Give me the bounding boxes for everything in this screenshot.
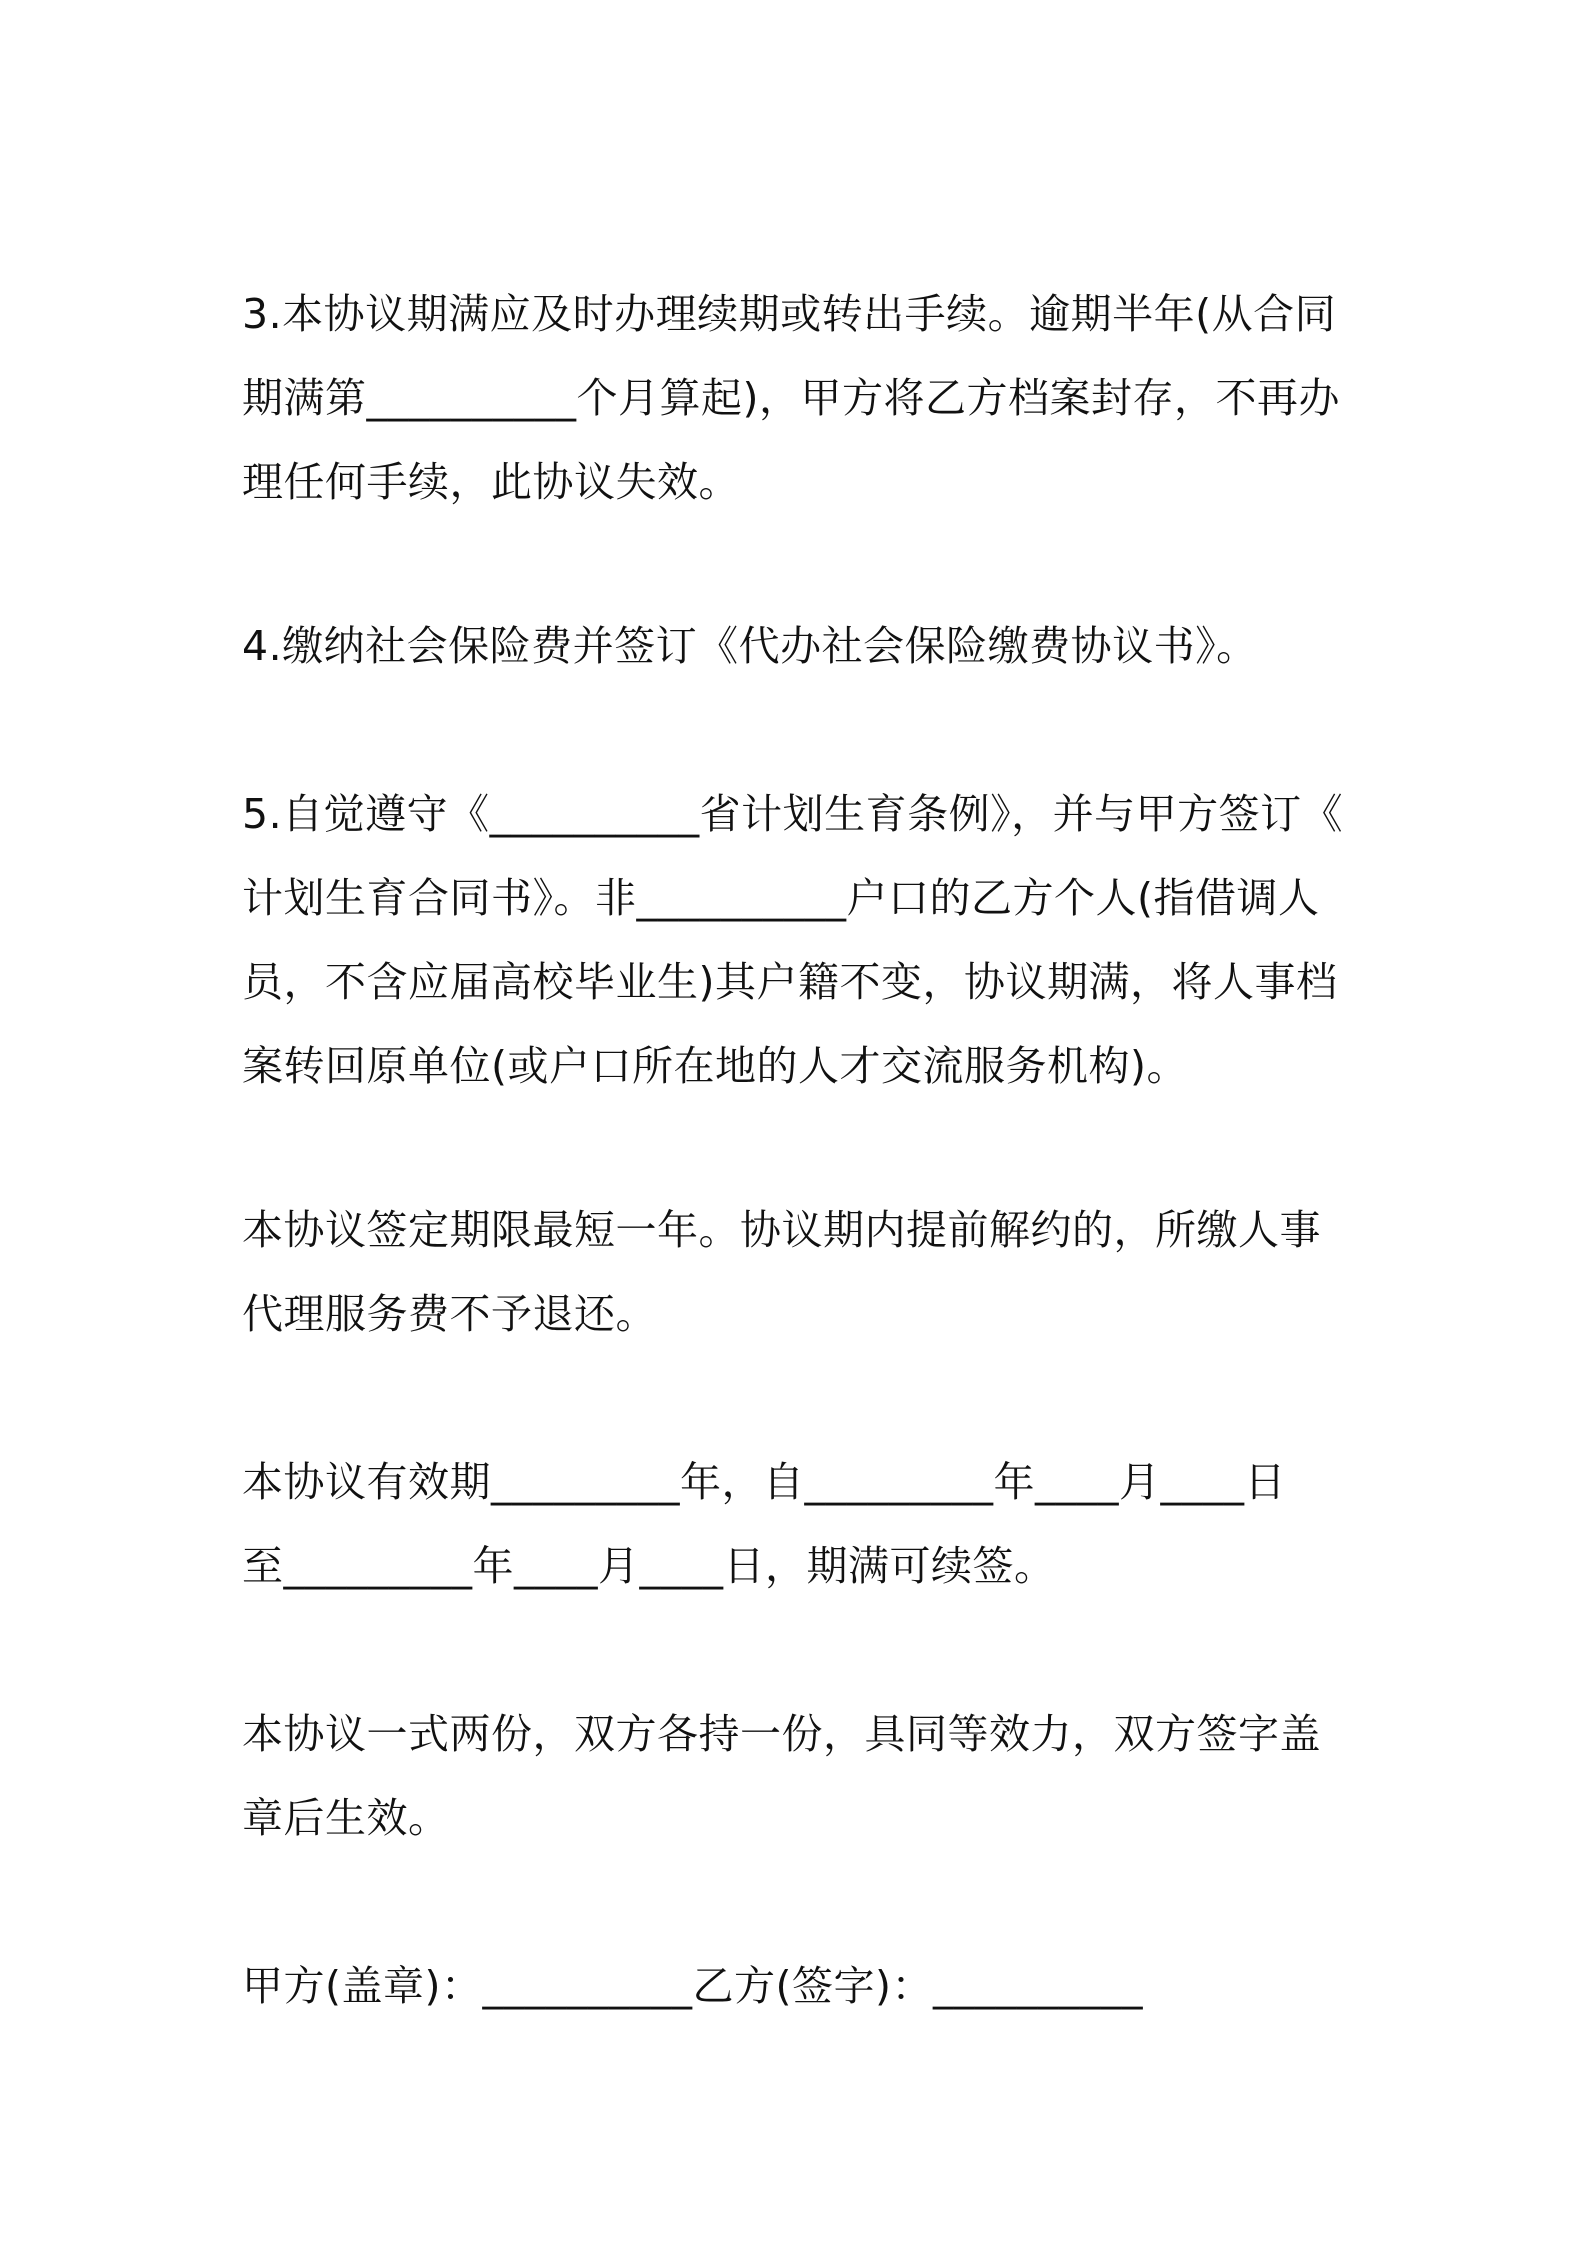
clause-3 [242, 272, 1362, 524]
clause-4 [242, 604, 1362, 688]
agreement-term-paragraph [242, 1188, 1362, 1356]
clause-5-line-3: 员，不含应届高校毕业生)其户籍不变，协议期满，将人事档 [242, 958, 1338, 1006]
clause-5-line-4: 案转回原单位(或户口所在地的人才交流服务机构)。 [242, 1042, 1188, 1090]
copies-paragraph [242, 1692, 1362, 1860]
clause-4-line-1: 4.缴纳社会保险费并签订《代办社会保险缴费协议书》。 [242, 622, 1258, 670]
agreement-term-line-2: 代理服务费不予退还。 [242, 1290, 657, 1338]
validity-period-paragraph [242, 1440, 1362, 1608]
clause-3-line-3: 理任何手续，此协议失效。 [242, 458, 740, 506]
signature-line-text: 甲方(盖章)：__________乙方(签字)：__________ [242, 1962, 1143, 2010]
copies-line-1: 本协议一式两份，双方各持一份，具同等效力，双方签字盖 [242, 1710, 1321, 1758]
clause-5-line-1: 5.自觉遵守《__________省计划生育条例》，并与甲方签订《 [242, 790, 1344, 838]
clause-3-line-2: 期满第__________个月算起)，甲方将乙方档案封存，不再办 [242, 374, 1340, 422]
clause-5-line-2: 计划生育合同书》。非__________户口的乙方个人(指借调人 [242, 874, 1320, 922]
clause-5 [242, 772, 1362, 1108]
agreement-term-line-1: 本协议签定期限最短一年。协议期内提前解约的，所缴人事 [242, 1206, 1321, 1254]
copies-line-2: 章后生效。 [242, 1794, 450, 1842]
validity-period-line-2: 至_________年____月____日，期满可续签。 [242, 1542, 1056, 1590]
validity-period-line-1: 本协议有效期_________年，自_________年____月____日 [242, 1458, 1286, 1506]
clause-3-line-1: 3.本协议期满应及时办理续期或转出手续。逾期半年(从合同 [242, 290, 1337, 338]
signature-line [242, 1944, 1362, 2028]
